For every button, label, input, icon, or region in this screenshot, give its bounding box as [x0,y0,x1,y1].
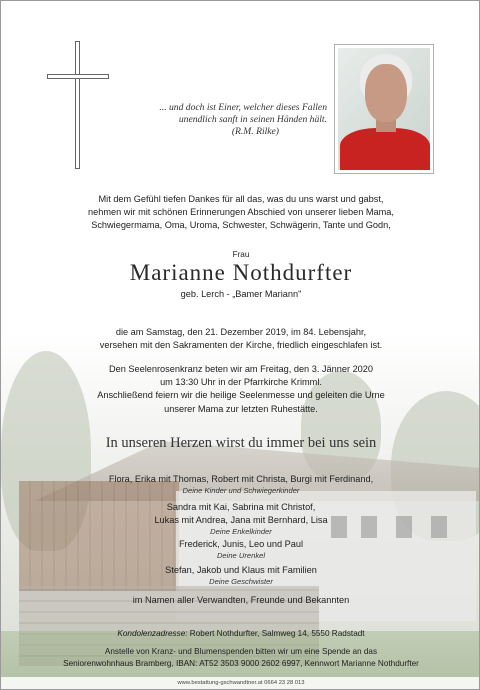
mourners-group: Stefan, Jakob und Klaus mit Familien Deine Geschwister [165,565,317,587]
mourners-group: Frederick, Junis, Leo und Paul Deine Urenkel [178,539,304,561]
portrait-photo [334,44,434,174]
deceased-name: Marianne Nothdurfter [129,260,353,285]
service-details: Den Seelenrosenkranz beten wir am Freitag, den 3. Jänner 2020 um 13:30 Uhr in der Pfarrkirche Krimml. Anschließend feiern wir die heilige Seelenmesse und geleiten die Urne unserer Mama zur letzten Ruhestätte. [97,364,385,414]
donation-note: Anstelle von Kranz- und Blumenspenden bitten wir um eine Spende an das Seniorenwohnhaus Bramberg, IBAN: AT52 3503 9000 2602 6997, Kennwort Marianne Nothdurfter [63,647,419,668]
mourners-group: Flora, Erika mit Thomas, Robert mit Christa, Burgi mit Ferdinand, Deine Kinder und Schwiegerkinder [108,474,374,496]
memorial-heading: In unseren Herzen wirst du immer bei uns sein [105,435,377,451]
maiden-name: geb. Lerch - „Bamer Mariann" [180,289,302,299]
quote-line: ... und doch ist Einer, welcher dieses Fallen [159,102,327,113]
cross-icon [75,41,80,169]
condolence-address: Kondolenzadresse: Robert Nothdurfter, Salmweg 14, 5550 Radstadt [117,629,365,638]
relatives-line: im Namen aller Verwandten, Freunde und Bekannten [132,595,350,605]
death-notice: die am Samstag, den 21. Dezember 2019, im 84. Lebensjahr, versehen mit den Sakramenten der Kirche, friedlich eingeschlafen ist. [99,327,383,351]
funeral-home-footer: www.bestattung-gschwandtner.at 0664 23 28 013 [177,680,305,686]
title-prefix: Frau [232,250,250,259]
rilke-quote [97,102,327,138]
cross-icon-bar [47,74,109,79]
intro-text: Mit dem Gefühl tiefen Dankes für all das, was du uns warst und gabst, nehmen wir mit schönen Erinnerungen Abschied von unserer lieben Mama, Schwiegermama, Oma, Uroma, Schwester, Schwägerin, Tante und Godn, [88,194,394,231]
quote-line: unendlich sanft in seinen Händen hält. [178,114,327,125]
quote-author: (R.M. Rilke) [231,126,279,137]
mourners-group: Sandra mit Kai, Sabrina mit Christof, Lukas mit Andrea, Jana mit Bernhard, Lisa Deine Enkelkinder [154,502,328,537]
